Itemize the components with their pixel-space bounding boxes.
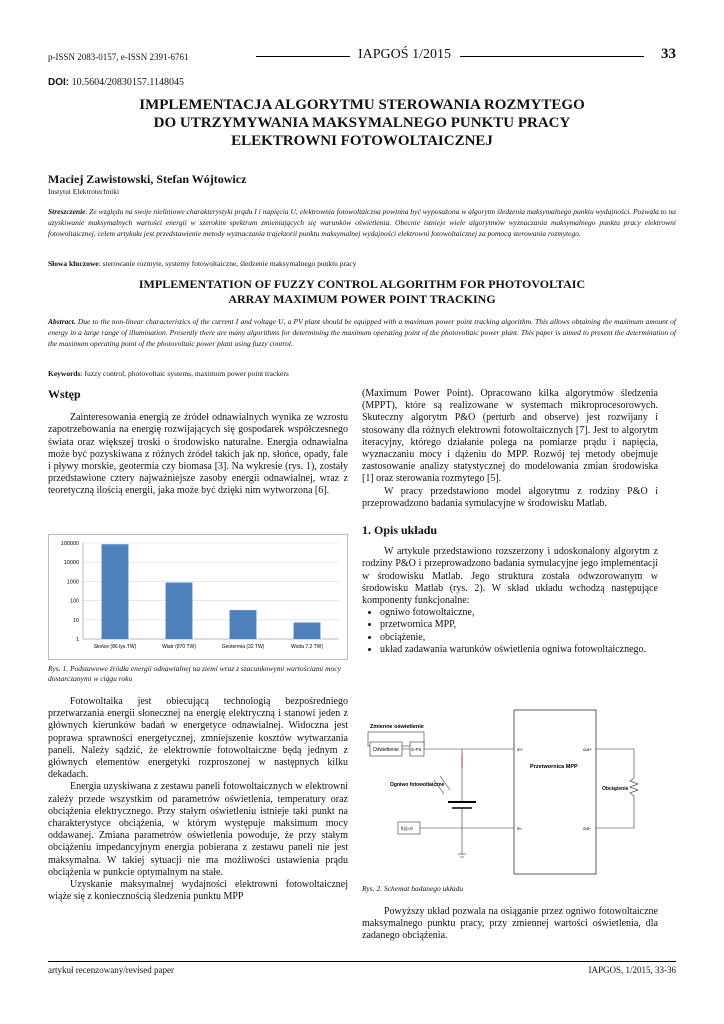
journal-name: IAPGOŚ 1/2015 (358, 47, 451, 62)
header-rule-left (256, 56, 350, 57)
y-tick-label: 100 (69, 598, 79, 605)
abstract-en: Abstract. Due to the non-linear characteristics of the current I and voltage U, a PV plant should be equipped with a maximum power point tracking algorithm. This allows obtaining the maximum amount of energy in a large range of illumination. Presently there are many algorithms for determining the maximum operating point of the photovoltaic power plant. This paper is aimed to present the determination of the maximum operating point of the photovoltaic power plant using fuzzy control. (48, 317, 676, 348)
list-item: • ogniwo fotowoltaiczne, (380, 607, 658, 619)
keywords-en: Keywords: fuzzy control, photovoltaic systems, maximum power point trackers (48, 369, 289, 378)
mpp-converter-block (514, 710, 596, 874)
y-tick-label: 1000 (66, 579, 79, 586)
left-column-bottom (48, 696, 348, 903)
group-label: Zmienne oświetlenie (370, 724, 424, 730)
footer-rule (48, 961, 676, 962)
x-tick-label: Wiatr (870 TW) (162, 644, 196, 650)
bar-chart (49, 535, 347, 659)
port-label: in+ (517, 747, 524, 752)
authors: Maciej Zawistowski, Stefan Wójtowicz (48, 172, 247, 186)
footer-left: artykuł recenzowany/revised paper (48, 965, 174, 975)
port-label: in- (517, 826, 523, 831)
paragraph: Zainteresowania energią ze źródeł odnawialnych wynika ze wzrostu zapotrzebowania na energię rozwijających się gospodarek współczesnego świata oraz większej troski o środowisko naturalne. Energia odnawialna może być pozyskiwana z różnych źródeł takich jak np. słońce, opady, fale i pływy morskie, geotermia czy biomasa [3]. Na wykresie (rys. 1), zostały przedstawione cztery najważniejsze zasoby energii odnawialnej, wraz z teoretyczną ilością energii, jaka może być dzięki nim wytworzona [6]. (48, 412, 348, 497)
x-tick-label: Słońce (86 tys.TW) (93, 644, 137, 650)
pv-cell-label: Ogniwo fotowoltaiczne (390, 782, 445, 788)
keywords-pl: Słowa kluczowe: sterowanie rozmyte, systemy fotowoltaiczne, śledzenie maksymalnego punktu pracy (48, 259, 357, 268)
footer-right: IAPGOS, 1/2015, 33-36 (588, 965, 676, 975)
y-tick-label: 1 (75, 637, 79, 643)
doi: DOI: 10.5604/20830157.1148045 (48, 77, 185, 88)
y-tick-label: 10 (72, 617, 79, 624)
title-en: IMPLEMENTATION OF FUZZY CONTROL ALGORITHM FOR PHOTOVOLTAIC ARRAY MAXIMUM POWER POINT TRACKING (138, 277, 586, 306)
list-item: • układ zadawania warunków oświetlenia ogniwa fotowoltaicznego. (380, 644, 658, 656)
header-rule-right (460, 56, 644, 57)
figure-2-caption: Rys. 2. Schemat badanego układu (362, 884, 464, 893)
s-ps-label: S-PS (411, 747, 422, 752)
title-pl: IMPLEMENTACJA ALGORYTMU STEROWANIA ROZMYTEGO DO UTRZYMYWANIA MAKSYMALNEGO PUNKTU PRACY ELEKTROWNI FOTOWOLTAICZNEJ (139, 97, 585, 149)
x-tick-label: Woda 7,2 TW) (290, 644, 324, 650)
bar (102, 544, 129, 639)
paragraph: (Maximum Power Point). Opracowano kilka algorytmów śledzenia (MPPT), które są realizowane w systemach mikroprocesorowych. Skuteczny algorytm P&O (perturb and observe) jest rozwijany i stosowany dla różnych elektrowni fotowoltaicznych [7]. Jest to algorytm iteracyjny, którego działanie polega na pomiarze prądu i napięcia, wyznaczaniu mocy i dążeniu do MPP. Rozwój tej metody obejmuje zastosowanie analizy statystycznej do modelowania zmian środowiska [1] oraz sterowania rozmytego [5]. (362, 388, 658, 485)
bar (230, 610, 257, 639)
list-item: • przetwornica MPP, (380, 619, 658, 631)
page-number: 33 (661, 46, 676, 62)
port-label: out+ (583, 747, 592, 752)
load-label: Obciążenie (602, 786, 629, 792)
illumination-source-label: Oświetlenie (373, 747, 399, 753)
x-tick-label: Geotermia (32 TW) (221, 644, 265, 650)
figure-1-caption: Rys. 1. Podstawowe źródła energii odnawialnej na ziemi wraz z szacunkowymi wartościami mocy dostarczanymi w ciągu roku (48, 664, 341, 683)
bar (294, 623, 321, 639)
port-label: out- (583, 826, 591, 831)
page-footer (48, 965, 676, 975)
solver-label: f(x)=0 (401, 826, 413, 831)
list-item: • obciążenie, (380, 632, 658, 644)
paragraph: W pracy przedstawiono model algorytmu z rodziny P&O i przeprowadzono badania symulacyjne w środowisku Matlab. (362, 485, 658, 509)
affiliation: Instytut Elektrotechniki (48, 187, 120, 196)
page-header (48, 46, 676, 66)
left-column-top (48, 388, 348, 498)
right-column-top (362, 388, 658, 656)
mpp-converter-label: Przetwornica MPP (530, 764, 578, 770)
paragraph: Uzyskanie maksymalnej wydajności elektrowni fotowoltaicznej wiąże się z koniecznością śledzenia punktu MPP (48, 879, 348, 903)
issn: p-ISSN 2083-0157, e-ISSN 2391-6761 (48, 52, 189, 62)
paragraph: Energia uzyskiwana z zestawu paneli fotowoltaicznych w elektrowni zależy przede wszystkim od parametrów oświetlenia, temperatury oraz obciążenia elektrycznego. Przy stałym oświetleniu istnieje taki punkt na charakterystyce obciążenia, w którym występuje maksimum mocy oddawanej. Zmiana parametrów oświetlenia powoduje, że przy stałym obciążeniu impedancyjnym energia pobierana z zestawu paneli nie jest maksymalna. W takiej sytuacji nie ma możliwości ustawienia prądu obciążenia w punkcie optymalnym na stałe. (48, 781, 348, 878)
section-heading-1: 1. Opis układu (362, 523, 438, 538)
figure-2-schematic (362, 704, 658, 880)
abstract-pl: Streszczenie. Ze względu na swoje nieliniowe charakterystyki prądu I i napięcia U, elektrownia fotowoltaiczna powinna być wyposażona w algorytm śledzenia maksymalnego punktu wydajności. Pozwala to na uzyskiwanie maksymalnych wartości energii w szerokim spektrum zmieniających się warunków oświetlenia. Obecnie istnieje wiele algorytmów wyznaczania maksymalnego punktu pracy elektrowni fotowoltaicznej, celem artykułu jest przedstawienie metody wyznaczania trajektorii punktu maksymalnej wydajności elektrowni fotowoltaicznej za pomocą sterowania rozmytego. (48, 207, 676, 238)
paragraph: W artykule przedstawiono rozszerzony i udoskonalony algorytm z rodziny P&O i przeprowadzono badania symulacyjne jego implementacji w środowisku Matlab. Jego struktura została odwzorowanym w środowisku Matlab (rys. 2). W skład układu wchodzą następujące komponenty funkcjonalne: (362, 546, 658, 607)
bar (166, 583, 193, 639)
paragraph: Fotowoltaika jest obiecującą technologią bezpośredniego przetwarzania energii słonecznej na energię elektryczną i stanowi jeden z głównych kierunków badań w energetyce odnawialnej. Widoczna jest poprawa sprawności energetycznej, zmniejszenie kosztów wytwarzania paneli. Należy sądzić, że elektrownie fotowoltaiczne będą jednym z głównych elementów energetyki rozproszonej w następnych kilku dekadach. (48, 696, 348, 781)
figure-1-chart (48, 534, 348, 660)
schematic-diagram (362, 704, 658, 880)
load-resistor (630, 778, 638, 796)
right-column-bottom (362, 906, 658, 943)
y-tick-label: 100000 (60, 541, 79, 547)
component-list (362, 607, 658, 656)
paragraph: Powyższy układ pozwala na osiąganie przez ogniwo fotowoltaiczne maksymalnego punktu pracy, przy zmiennej wartości oświetlenia, dla zadanego obciążenia. (362, 906, 658, 942)
y-tick-label: 10000 (63, 560, 79, 567)
section-heading-intro: Wstęp (48, 387, 81, 401)
